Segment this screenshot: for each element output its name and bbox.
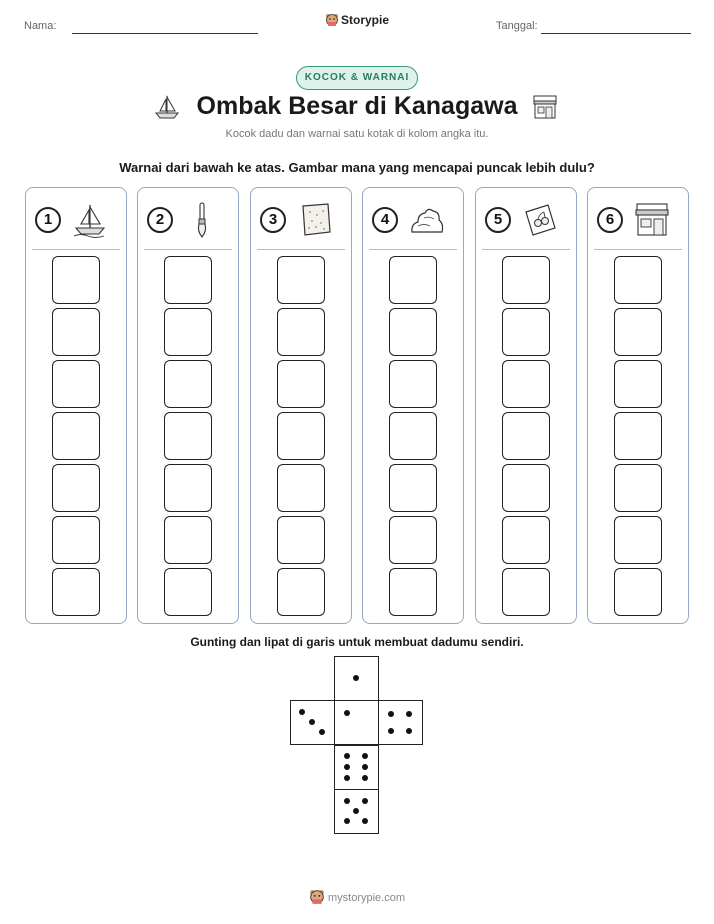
dice-face-1 [334,656,379,701]
dice-face-1 [334,700,379,745]
column-divider [32,249,120,250]
color-box[interactable] [389,308,437,356]
fruit-box-icon [522,202,558,238]
dice-pip [406,711,412,717]
column-number: 4 [372,207,398,233]
color-box[interactable] [502,256,550,304]
date-label: Tanggal: [496,20,538,32]
bear-icon [309,889,325,905]
color-box[interactable] [614,464,662,512]
column-number: 5 [485,207,511,233]
color-box[interactable] [389,256,437,304]
color-box[interactable] [52,412,100,460]
shop-icon [531,93,559,121]
color-box[interactable] [277,360,325,408]
dice-face-4 [378,700,423,745]
dice-pip [344,798,350,804]
dice-face-5 [334,789,379,834]
column-4 [362,187,464,624]
paper-icon [297,202,333,238]
dice-pip [362,753,368,759]
dice-pip [388,711,394,717]
column-1 [25,187,127,624]
color-box[interactable] [614,568,662,616]
column-divider [144,249,232,250]
color-box[interactable] [164,464,212,512]
dice-face-6 [334,745,379,790]
dice-pip [362,775,368,781]
dice-pip [388,728,394,734]
dice-pip [406,728,412,734]
color-box[interactable] [614,256,662,304]
color-box[interactable] [164,568,212,616]
color-box[interactable] [164,308,212,356]
dice-pip [362,798,368,804]
color-box[interactable] [614,360,662,408]
brand-logo [0,13,714,27]
color-box[interactable] [277,568,325,616]
page-title: Ombak Besar di Kanagawa [196,92,518,120]
cut-instruction: Gunting dan lipat di garis untuk membuat dadumu sendiri. [190,635,524,649]
color-box[interactable] [502,360,550,408]
name-label: Nama: [24,20,57,32]
dice-pip [362,764,368,770]
color-box[interactable] [164,412,212,460]
dice-pip [299,709,305,715]
column-number: 6 [597,207,623,233]
color-box[interactable] [389,516,437,564]
color-box[interactable] [277,256,325,304]
column-2 [137,187,239,624]
color-box[interactable] [52,308,100,356]
color-box[interactable] [614,308,662,356]
color-box[interactable] [389,360,437,408]
column-5 [475,187,577,624]
boat-icon [72,202,108,238]
dice-face-3 [290,700,335,745]
color-box[interactable] [52,464,100,512]
dice-pip [319,729,325,735]
dice-pip [362,818,368,824]
dice-pip [344,775,350,781]
category-badge: KOCOK & WARNAI [296,66,418,90]
footer-url: mystorypie.com [327,892,406,904]
name-line [72,33,258,34]
dice-pip [344,753,350,759]
color-box[interactable] [164,360,212,408]
column-divider [257,249,345,250]
color-box[interactable] [164,516,212,564]
brush-icon [184,202,220,238]
color-box[interactable] [389,568,437,616]
color-box[interactable] [277,412,325,460]
dough-icon [409,202,445,238]
dice-pip [353,808,359,814]
color-box[interactable] [614,412,662,460]
shop-icon [634,202,670,238]
column-divider [482,249,570,250]
color-box[interactable] [277,308,325,356]
date-line [541,33,691,34]
column-6 [587,187,689,624]
dice-pip [344,764,350,770]
column-number: 1 [35,207,61,233]
dice-pip [344,818,350,824]
color-box[interactable] [502,464,550,512]
color-box[interactable] [502,516,550,564]
color-box[interactable] [164,256,212,304]
column-3 [250,187,352,624]
color-box[interactable] [389,412,437,460]
color-box[interactable] [502,308,550,356]
color-box[interactable] [614,516,662,564]
color-box[interactable] [52,360,100,408]
page-subtitle: Kocok dadu dan warnai satu kotak di kolom angka itu. [225,128,489,140]
column-number: 3 [260,207,286,233]
color-box[interactable] [277,464,325,512]
column-number: 2 [147,207,173,233]
color-box[interactable] [502,568,550,616]
column-divider [369,249,457,250]
brand-name: Storypie [340,13,389,27]
color-box[interactable] [502,412,550,460]
dice-pip [344,710,350,716]
color-box[interactable] [52,516,100,564]
column-divider [594,249,682,250]
bear-icon [325,13,339,27]
dice-pip [353,675,359,681]
color-box[interactable] [389,464,437,512]
footer [0,889,714,905]
color-box[interactable] [52,568,100,616]
color-box[interactable] [277,516,325,564]
instruction-text: Warnai dari bawah ke atas. Gambar mana yang mencapai puncak lebih dulu? [119,160,595,175]
dice-pip [309,719,315,725]
color-box[interactable] [52,256,100,304]
